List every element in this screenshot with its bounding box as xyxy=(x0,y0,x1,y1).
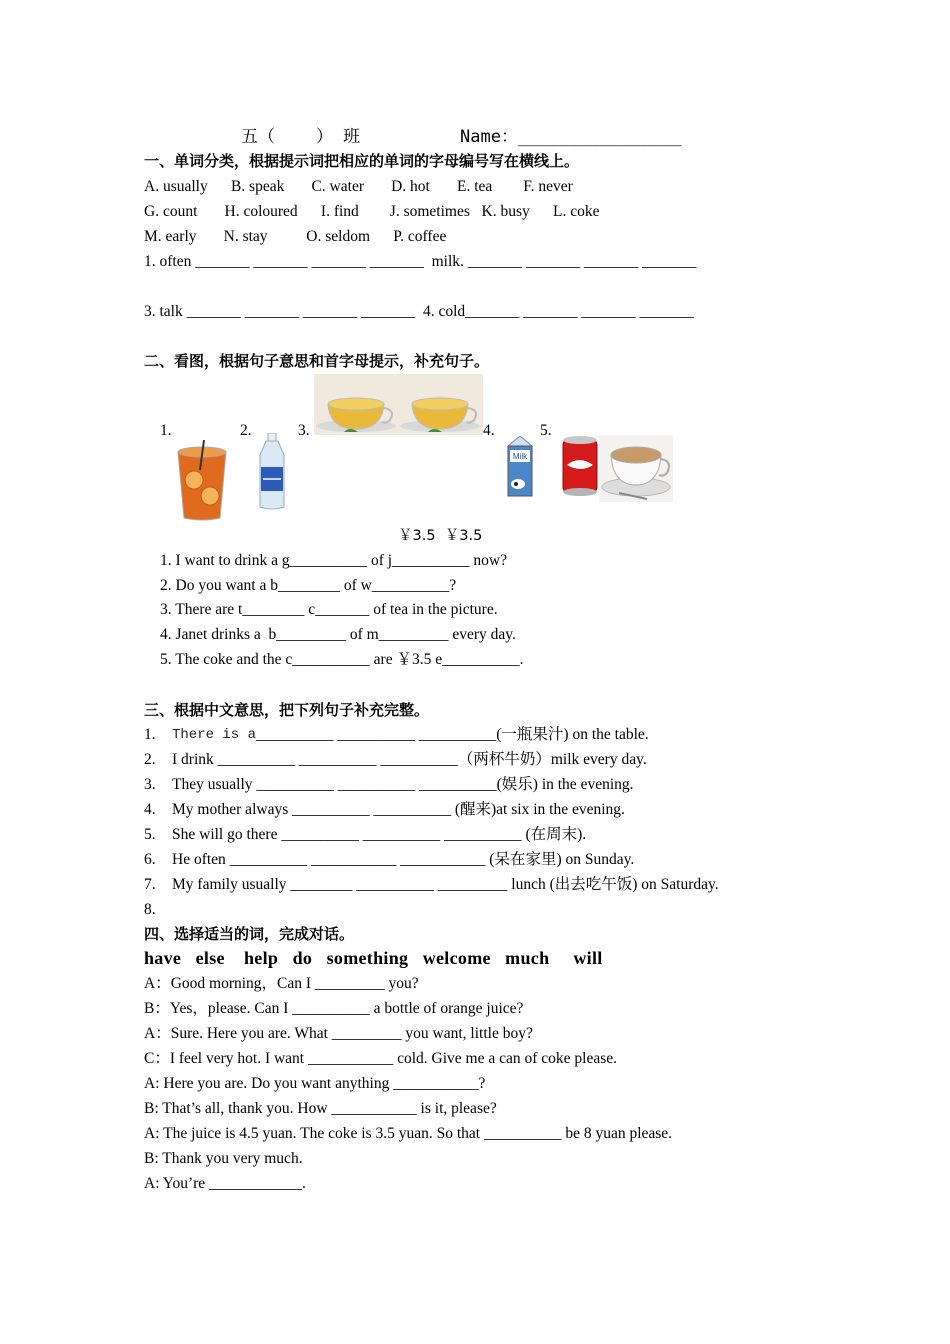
translate-item-4-text: My mother always __________ __________ (醒来)at six in the evening. xyxy=(172,801,625,818)
juice-glass-image xyxy=(174,440,230,522)
dialogue-line-9: A: You’re ____________. xyxy=(144,1175,306,1192)
section1-heading: 一、单词分类，根据提示词把相应的单词的字母编号写在横线上。 xyxy=(144,152,580,170)
translate-item-4-number: 4. xyxy=(144,801,156,818)
picture-sentence-3: 3. There are t________ c_______ of tea in the picture. xyxy=(160,601,498,618)
picture-sentence-5: 5. The coke and the c__________ are ￥3.5 e__________. xyxy=(160,651,524,668)
picture-sentence-1: 1. I want to drink a g__________ of j__________ now? xyxy=(160,552,507,569)
translate-item-1-number: 1. xyxy=(144,726,156,743)
translate-item-7-number: 7. xyxy=(144,876,156,893)
picture-number-3: 3. xyxy=(298,422,310,439)
dialogue-line-1: A：Good morning，Can I _________ you? xyxy=(144,975,419,992)
class-label: 五（ ） 班 xyxy=(241,127,361,147)
dialogue-line-8: B: Thank you very much. xyxy=(144,1150,303,1167)
translate-item-5-text: She will go there __________ __________ __________ (在周末). xyxy=(172,826,587,843)
translate-item-8-number: 8. xyxy=(144,901,156,918)
picture-sentence-2: 2. Do you want a b________ of w__________? xyxy=(160,577,457,594)
picture-number-2: 2. xyxy=(240,422,252,439)
coke-can-image xyxy=(561,435,599,497)
translate-item-5-number: 5. xyxy=(144,826,156,843)
prices-label: ￥3.5 ￥3.5 xyxy=(398,528,483,544)
translate-item-2-number: 2. xyxy=(144,751,156,768)
water-bottle-image xyxy=(256,433,288,511)
tea-cups-image xyxy=(314,374,483,435)
coffee-cup-image xyxy=(599,435,673,502)
translate-item-1-text: __________ __________ __________(一瓶果汁) on the table. xyxy=(256,726,649,743)
translate-item-3-number: 3. xyxy=(144,776,156,793)
picture-number-4: 4. xyxy=(483,422,495,439)
classify-line-1: 1. often _______ _______ _______ _______ milk. _______ _______ _______ _______ xyxy=(144,253,697,270)
picture-sentence-4: 4. Janet drinks a b_________ of m_________ every day. xyxy=(160,626,516,643)
translate-item-6-text: He often __________ ___________ ___________ (呆在家里) on Sunday. xyxy=(172,851,635,868)
dialogue-line-2: B：Yes，please. Can I __________ a bottle of orange juice? xyxy=(144,1000,524,1017)
name-label: Name：________________ xyxy=(460,127,682,147)
translate-item-1-prefix: There is a xyxy=(172,727,257,743)
picture-number-5: 5. xyxy=(540,422,552,439)
section3-heading: 三、根据中文意思，把下列句子补充完整。 xyxy=(144,701,430,719)
milk-carton-image xyxy=(506,436,534,498)
word-list-row-2: G. count H. coloured I. find J. sometimes K. busy L. coke xyxy=(144,203,600,220)
section2-heading: 二、看图，根据句子意思和首字母提示，补充句子。 xyxy=(144,352,490,370)
svg-text:Milk: Milk xyxy=(512,452,528,461)
classify-line-2: 3. talk _______ _______ _______ _______ 4. cold_______ _______ _______ _______ xyxy=(144,303,694,320)
word-list-row-1: A. usually B. speak C. water D. hot E. tea F. never xyxy=(144,178,573,195)
picture-number-1: 1. xyxy=(160,422,172,439)
translate-item-2-text: I drink __________ __________ __________（两杯牛奶）milk every day. xyxy=(172,751,647,768)
dialogue-line-4: C：I feel very hot. I want ___________ cold. Give me a can of coke please. xyxy=(144,1050,618,1067)
translate-item-7-text: My family usually ________ __________ _________ lunch (出去吃午饭) on Saturday. xyxy=(172,876,719,893)
dialogue-line-6: B: That’s all, thank you. How ___________ is it, please? xyxy=(144,1100,497,1117)
translate-item-6-number: 6. xyxy=(144,851,156,868)
dialogue-line-7: A: The juice is 4.5 yuan. The coke is 3.5 yuan. So that __________ be 8 yuan please. xyxy=(144,1125,673,1142)
dialogue-line-5: A: Here you are. Do you want anything ___________? xyxy=(144,1075,486,1092)
dialogue-line-3: A：Sure. Here you are. What _________ you want, little boy? xyxy=(144,1025,533,1042)
section4-heading: 四、选择适当的词，完成对话。 xyxy=(144,925,355,943)
word-list-row-3: M. early N. stay O. seldom P. coffee xyxy=(144,228,447,245)
word-bank: have else help do something welcome much will xyxy=(144,948,603,968)
translate-item-3-text: They usually __________ __________ __________(娱乐) in the evening. xyxy=(172,776,634,793)
